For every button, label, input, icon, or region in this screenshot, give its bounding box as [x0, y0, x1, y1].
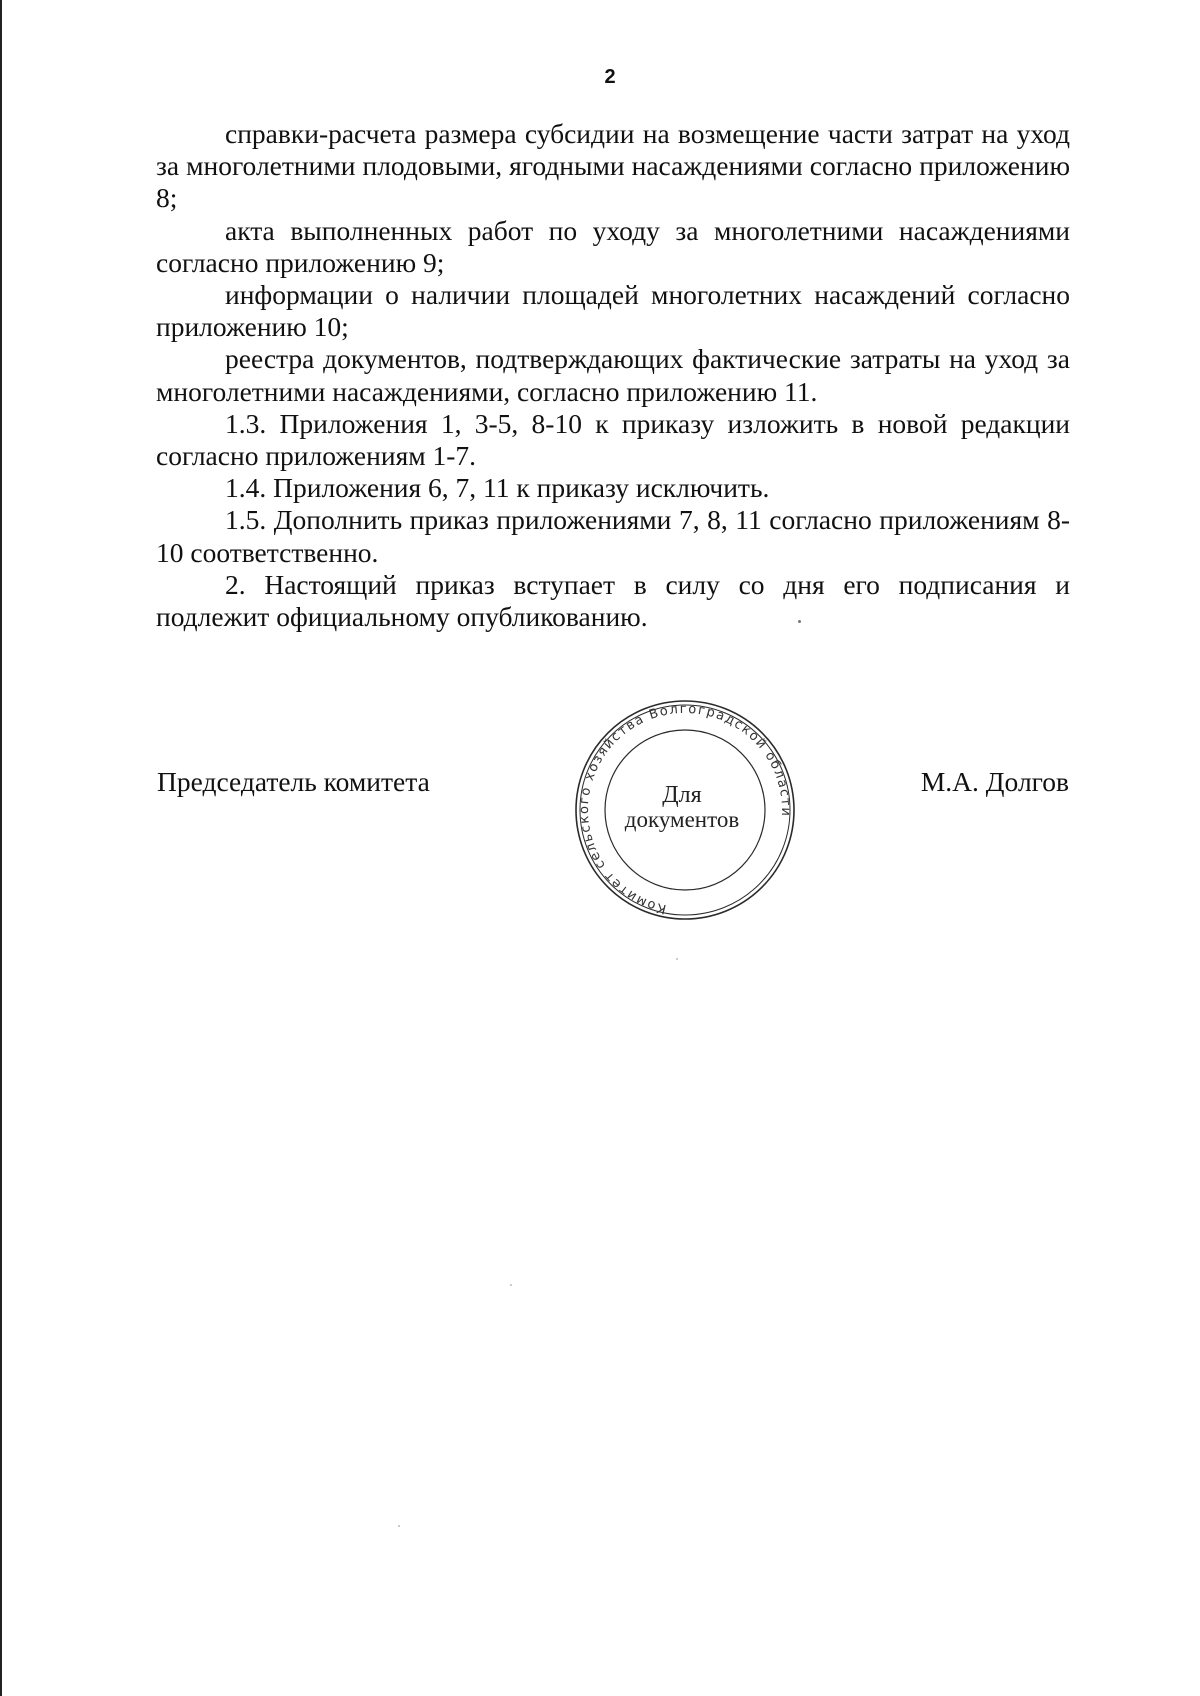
paragraph: акта выполненных работ по уходу за многолетними насаждениями согласно приложению 9; [156, 214, 1070, 278]
stamp-center-line-2: документов [624, 807, 740, 832]
paragraph: информации о наличии площадей многолетних насаждений согласно приложению 10; [156, 279, 1070, 343]
paragraph: реестра документов, подтверждающих фактические затраты на уход за многолетними насаждениями, согласно приложению 11. [156, 343, 1070, 407]
scan-speck [798, 620, 801, 623]
stamp-ring-text: Комитет сельского хозяйства Волгоградской области [576, 701, 794, 917]
paragraph: 1.5. Дополнить приказ приложениями 7, 8, 11 согласно приложениям 8-10 соответственно. [156, 504, 1070, 568]
scan-speck [510, 1284, 512, 1286]
paragraph: 1.4. Приложения 6, 7, 11 к приказу исключить. [225, 472, 770, 504]
official-stamp [570, 700, 800, 920]
scan-edge [0, 0, 2, 1696]
document-body [156, 118, 1070, 633]
paragraph: справки-расчета размера субсидии на возмещение части затрат на уход за многолетними плодовыми, ягодными насаждениями согласно приложению 8; [156, 118, 1070, 214]
paragraph: 2. Настоящий приказ вступает в силу со дня его подписания и подлежит официальному опубликованию. [156, 568, 1070, 633]
scan-speck [398, 1525, 400, 1527]
scan-speck [676, 958, 678, 960]
page-number: 2 [604, 66, 616, 88]
paragraph: 1.3. Приложения 1, 3-5, 8-10 к приказу изложить в новой редакции согласно приложениям 1-7. [156, 407, 1070, 472]
stamp-center-line-1: Для [662, 782, 702, 808]
signer-name: М.А. Долгов [920, 766, 1069, 797]
signer-title: Председатель комитета [157, 766, 430, 797]
stamp-seal-icon [570, 700, 800, 920]
